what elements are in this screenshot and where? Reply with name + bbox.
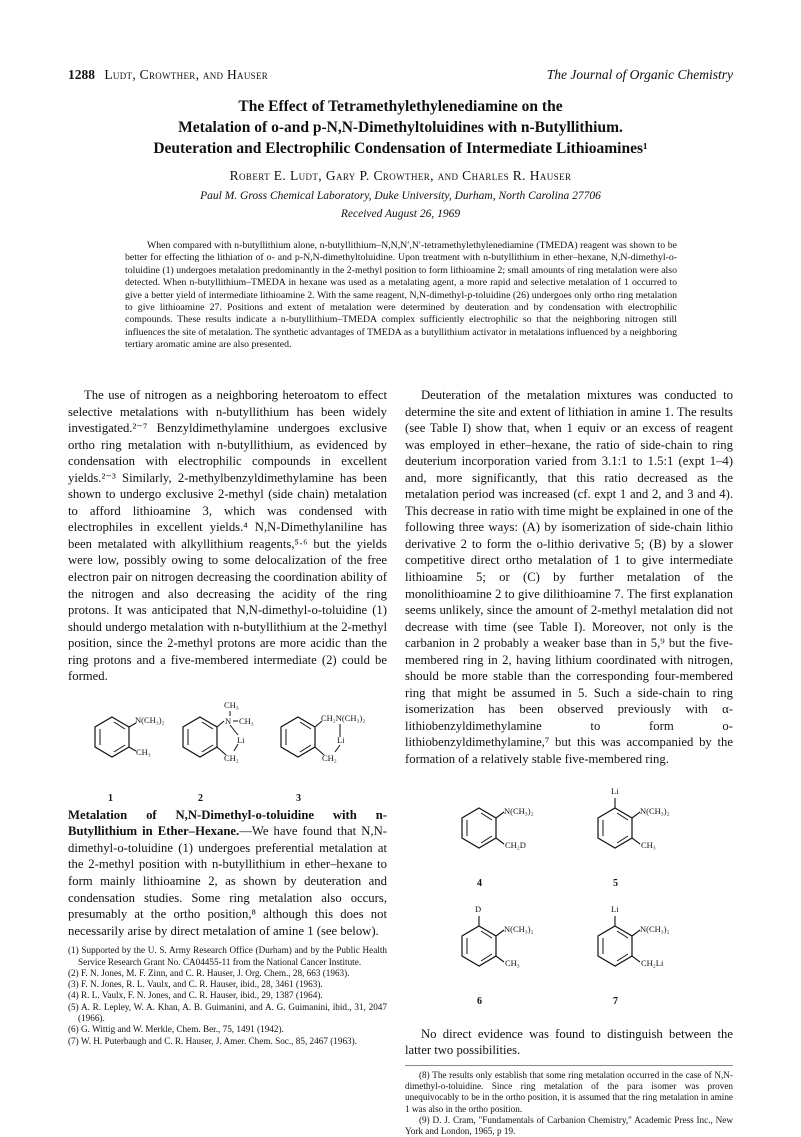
compound-number-6: 6 — [477, 995, 482, 1007]
structure-1 — [92, 711, 172, 807]
compound-number-2: 2 — [198, 792, 203, 804]
title-line-1: The Effect of Tetramethylethylenediamine on the — [238, 98, 563, 115]
compound-number-5: 5 — [613, 877, 618, 889]
label-d: D — [475, 903, 482, 914]
structure-2 — [180, 699, 270, 807]
label-ch2: CH₂ — [224, 752, 239, 763]
footnote-6: (6) G. Wittig and W. Merkle, Chem. Ber., 75, 1491 (1942). — [68, 1024, 284, 1035]
footnote-rule — [405, 1065, 733, 1066]
label-ch2nme2: CH₂N(CH₃)₂ — [321, 712, 366, 723]
footnote-9: (9) D. J. Cram, "Fundamentals of Carbanion Chemistry," Academic Press Inc., New York and London, 1965, p 19. — [405, 1114, 733, 1137]
conclusion-paragraph: No direct evidence was found to distinguish between the latter two possibilities. — [405, 1026, 733, 1058]
title-block — [70, 96, 731, 220]
structures-4-7 — [405, 782, 733, 1018]
title-line-2: Metalation of o-and p-N,N-Dimethyltoluidines with n-Butyllithium. — [178, 119, 623, 136]
footnote-5: (5) A. R. Lepley, W. A. Khan, A. B. Guimanini, and A. G. Guimanini, ibid., 31, 2047 (1966). — [68, 1001, 387, 1023]
author-list: Robert E. Ludt, Gary P. Crowther, and Charles R. Hauser — [229, 168, 572, 183]
journal-name: The Journal of Organic Chemistry — [546, 67, 733, 82]
abstract — [125, 240, 677, 352]
label-ch3: CH₃ — [505, 957, 520, 968]
right-column — [405, 387, 733, 1137]
label-nme2: N(CH₃)₂ — [504, 923, 534, 934]
label-li: Li — [337, 734, 345, 745]
label-nme2: N(CH₃)₂ — [640, 805, 670, 816]
compound-number-1: 1 — [108, 792, 113, 804]
label-nme2: N(CH₃)₂ — [135, 714, 165, 725]
label-ch3-right: CH₃ — [239, 715, 254, 726]
label-nme2: N(CH₃)₂ — [640, 923, 670, 934]
footnote-3: (3) F. N. Jones, R. L. Vaulx, and C. R. Hauser, ibid., 28, 3461 (1963). — [68, 979, 323, 990]
affiliation: Paul M. Gross Chemical Laboratory, Duke University, Durham, North Carolina 27706 — [200, 190, 601, 202]
label-n: N — [225, 715, 232, 726]
structures-1-3 — [68, 699, 387, 807]
label-ch3: CH₃ — [641, 839, 656, 850]
compound-number-7: 7 — [613, 995, 618, 1007]
footnotes-right — [405, 1065, 733, 1137]
label-ch2: CH₂ — [322, 752, 337, 763]
footnote-1: (1) Supported by the U. S. Army Research Office (Durham) and by the Public Health Service Research Grant No. CA04455-11 from the National Cancer Institute. — [68, 945, 387, 967]
benzene-ring-2 — [180, 699, 270, 799]
left-column — [68, 387, 387, 1047]
structure-3 — [278, 711, 383, 807]
section-paragraph — [68, 807, 387, 939]
section-text: —We have found that N,N-dimethyl-o-toluidine (1) undergoes preferential metalation at the 2-methyl position with n-butyllithium in ether–hexane to form mainly lithioamine 2, as shown by deuteration and condensation studies. Some ring metalation also occurs, presumably at the ortho position,⁸ although this does not necessarily arise by direct metalation of amine 1 (see below). — [68, 824, 387, 938]
structure-4 — [459, 792, 579, 892]
running-head-authors: Ludt, Crowther, and Hauser — [104, 67, 269, 82]
footnote-2: (2) F. N. Jones, M. F. Zinn, and C. R. Hauser, J. Org. Chem., 28, 663 (1963). — [68, 967, 350, 978]
footnote-4: (4) R. L. Vaulx, F. N. Jones, and C. R. Hauser, ibid., 29, 1387 (1964). — [68, 990, 323, 1001]
benzene-ring-4 — [459, 792, 569, 872]
label-li: Li — [611, 903, 619, 914]
compound-number-4: 4 — [477, 877, 482, 889]
label-ch2d: CH₂D — [505, 839, 526, 850]
page-number: 1288 — [68, 67, 95, 82]
abstract-text: When compared with n-butyllithium alone, n-butyllithium–N,N,N′,N′-tetramethylethylenediamine (TMEDA) reagent was shown to be better for effecting the lithiation of o- and p-N,N-dimethyltoluidine. Upon treatment with n-butyllithium in ether–hexane, N,N-dimethyl-o-toluidine (1) undergoes metalation predominantly in the 2-methyl position to form lithioamine 2; small amounts of ring metalation were also detected. When n-butyllithium–TMEDA in hexane was used as a metalating agent, a more rapid and selective metalation of 1 occurred to give a better yield of intermediate lithioamine 2. With the same reagent, N,N-dimethyl-p-toluidine (26) undergoes only ortho ring metalation to give lithioamine 27. Positions and extent of metalation were determined by deuteration and by condensation with electrophilic compounds. These results indicate a n-butyllithium–TMEDA complex sufficiently electrophilic so that the neighboring nitrogen still influences the site of metalation. The synthetic advantages of TMEDA as a butyllithium activator in metalations influenced by a neighboring tertiary aromatic amine are also presented. — [125, 240, 677, 351]
label-ch2li: CH₂Li — [641, 957, 664, 968]
compound-number-3: 3 — [296, 792, 301, 804]
running-head-left — [68, 67, 268, 83]
deuteration-paragraph: Deuteration of the metalation mixtures was conducted to determine the site and extent of lithiation in amine 1. The results (see Table I) show that, when 1 equiv or an excess of reagent was employed in ether–hexane, the ratio of side-chain to ring deuterium incorporation varied from 3.1:1 to 1.5:1 (expt 1–4) and, more significantly, that this ratio decreased as the metalation period was increased (cf. expt 1 and 2, and 3 and 4). This decrease in ratio with time might be explained in one of the following three ways: (A) by isomerization of side-chain lithio derivative 2 to form the o-lithio derivative 5; (B) by a slower competitive direct ortho metalation of 1 to give intermediate lithioamine 5; or (C) by further metalation of the monolithioamine 2 to give dilithioamine 7. The first explanation seems unlikely, since the amount of 2-methyl metalation did not decrease with time (see Table I). Moreover, not only is the carbanion in 2 probably a weaker base than in 5,⁹ but the five-membered ring in 2, having lithium coordinated with nitrogen, should be more stable than the corresponding four-membered ring that might be assumed in 5. Such a side-chain to ring isomerization has been observed previously with α-lithiobenzyldimethylamine to form o-lithiobenzyldimethylamine,⁷ but this was accompanied by the formation of a relatively stable five-membered ring. — [405, 388, 733, 767]
label-li: Li — [611, 785, 619, 796]
running-head — [68, 67, 733, 87]
structure-7 — [595, 900, 715, 1010]
footnote-7: (7) W. H. Puterbaugh and C. R. Hauser, J. Amer. Chem. Soc., 85, 2467 (1963). — [68, 1035, 358, 1046]
title-line-3: Deuteration and Electrophilic Condensation of Intermediate Lithioamines¹ — [153, 140, 648, 157]
intro-paragraph: The use of nitrogen as a neighboring heteroatom to effect selective metalations with n-butyllithium has been widely investigated.²⁻⁷ Benzyldimethylamine undergoes exclusive ortho ring metalation with n-butyllithium, as evidenced by condensation with electrophilic compounds in excellent yields.²⁻³ Similarly, 2-methylbenzyldimethylamine has been shown to undergo exclusive 2-methyl (side chain) metalation to afford lithioamine 3, which was condensed with electrophiles in excellent yields.⁴ N,N-Dimethylaniline has been metalated with alkyllithium reagents,⁵·⁶ but the yields were low, possibly owing to some delocalization of the free electron pair on nitrogen decreasing the coordination ability of the nitrogen and also decreasing the acidity of the ring protons. It was anticipated that N,N-dimethyl-o-toluidine (1) should undergo metalation with n-butyllithium at the 2-methyl position, since the 2-methyl protons are more acidic than the ring protons and a five-membered intermediate (2) could be formed. — [68, 388, 387, 684]
label-nme2: N(CH₃)₂ — [504, 805, 534, 816]
label-ch3: CH₃ — [136, 746, 151, 757]
structure-6 — [459, 900, 579, 1010]
label-ch3-top: CH₃ — [224, 699, 239, 710]
structure-5 — [595, 782, 715, 892]
footnote-8: (8) The results only establish that some ring metalation occurred in the case of N,N-dimethyl-o-toluidine. Since ring metalation of the para isomer was proven unequivocably to be in the ortho position, it is assumed that the ring metalation in amine 1 was also in the ortho position. — [405, 1069, 733, 1114]
received-date: Received August 26, 1969 — [340, 208, 461, 220]
label-li: Li — [237, 734, 245, 745]
footnotes-left — [68, 945, 387, 1047]
section-heading: Metalation of N,N-Dimethyl-o-toluidine with n-Butyllithium in Ether–Hexane. — [68, 807, 387, 839]
